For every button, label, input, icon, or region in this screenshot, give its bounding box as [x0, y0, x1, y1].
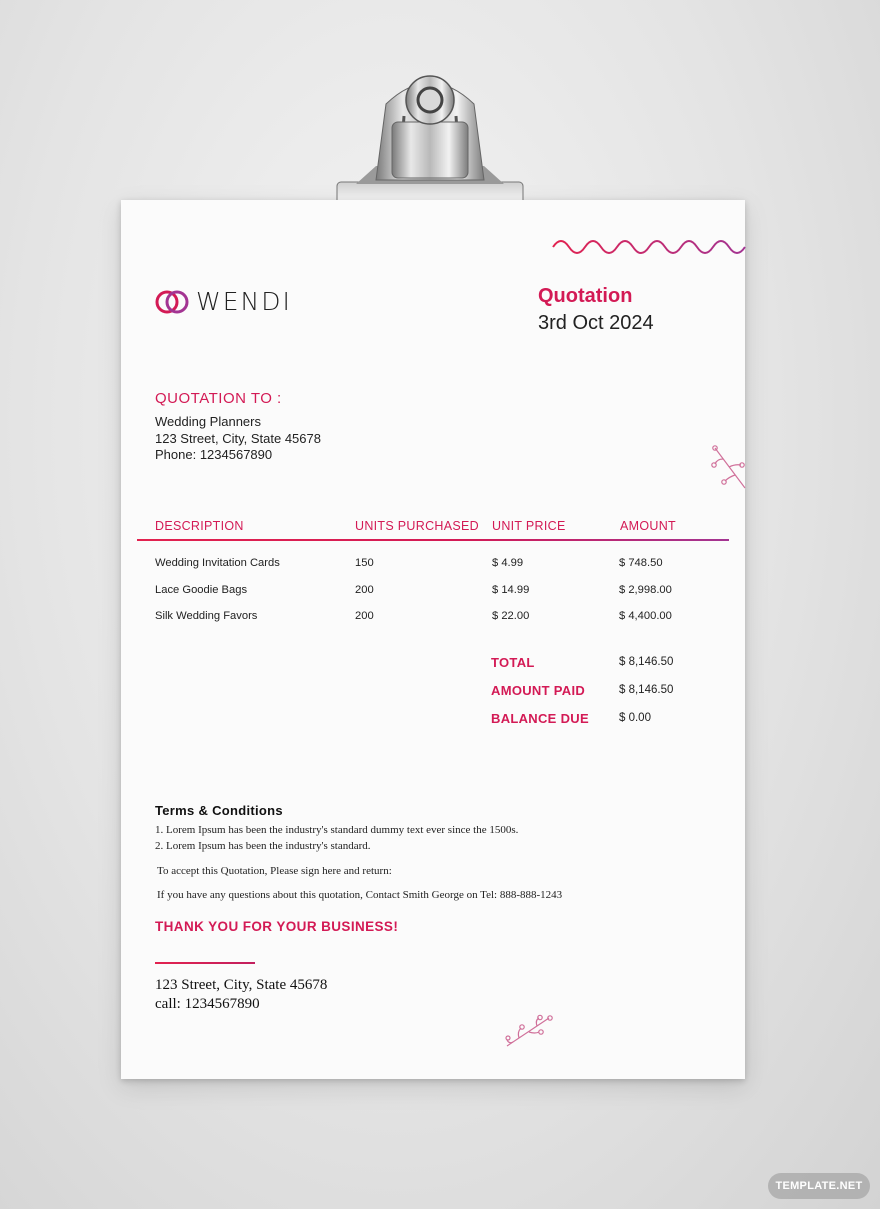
amount-paid-label: AMOUNT PAID: [491, 683, 586, 698]
document-date: 3rd Oct 2024: [538, 312, 654, 334]
brand-logo: [155, 287, 292, 316]
footer-contact: [155, 976, 327, 1014]
row-unit-price: $ 4.99: [492, 557, 524, 569]
quotation-to-label: QUOTATION TO :: [155, 390, 282, 407]
row-units: 200: [355, 584, 374, 596]
amount-paid-value: $ 8,146.50: [619, 684, 674, 696]
column-header-units: UNITS PURCHASED: [355, 519, 479, 533]
quotation-document: [121, 200, 745, 1079]
client-name: Wedding Planners: [155, 414, 261, 429]
client-address-block: [155, 414, 321, 464]
column-header-description: DESCRIPTION: [155, 519, 244, 533]
row-description: Lace Goodie Bags: [155, 584, 248, 596]
column-header-amount: AMOUNT: [620, 519, 676, 533]
terms-item: 2. Lorem Ipsum has been the industry's standard.: [155, 840, 371, 852]
footer-rule: [155, 962, 255, 964]
column-header-unit-price: UNIT PRICE: [492, 519, 566, 533]
footer-address: 123 Street, City, State 45678: [155, 977, 328, 993]
thank-you-message: THANK YOU FOR YOUR BUSINESS!: [155, 919, 399, 934]
row-amount: $ 2,998.00: [619, 584, 672, 596]
row-unit-price: $ 22.00: [492, 610, 530, 622]
table-header-rule: [137, 539, 729, 541]
total-value: $ 8,146.50: [619, 656, 674, 668]
row-description: Silk Wedding Favors: [155, 610, 258, 622]
row-units: 200: [355, 610, 374, 622]
row-description: Wedding Invitation Cards: [155, 557, 280, 569]
terms-title: Terms & Conditions: [155, 803, 283, 818]
sprig-icon: [505, 1014, 553, 1048]
contact-note: If you have any questions about this quotation, Contact Smith George on Tel: 888-888-1243: [157, 889, 563, 901]
balance-due-label: BALANCE DUE: [491, 711, 589, 726]
row-units: 150: [355, 557, 374, 569]
row-unit-price: $ 14.99: [492, 584, 530, 596]
client-phone: Phone: 1234567890: [155, 447, 273, 462]
terms-item: 1. Lorem Ipsum has been the industry's standard dummy text ever since the 1500s.: [155, 824, 519, 836]
wave-decoration-icon: [551, 236, 747, 258]
total-label: TOTAL: [491, 655, 535, 670]
watermark-badge[interactable]: TEMPLATE.NET: [768, 1173, 870, 1199]
brand-name: WENDI: [196, 287, 292, 316]
balance-due-value: $ 0.00: [619, 712, 651, 724]
accept-instructions: To accept this Quotation, Please sign here and return:: [157, 865, 392, 877]
sprig-icon: [711, 444, 747, 490]
rings-logo-icon: [155, 289, 189, 315]
footer-call: call: 1234567890: [155, 996, 260, 1012]
document-title: Quotation: [538, 285, 633, 307]
client-street: 123 Street, City, State 45678: [155, 430, 321, 446]
row-amount: $ 4,400.00: [619, 610, 672, 622]
row-amount: $ 748.50: [619, 557, 663, 569]
